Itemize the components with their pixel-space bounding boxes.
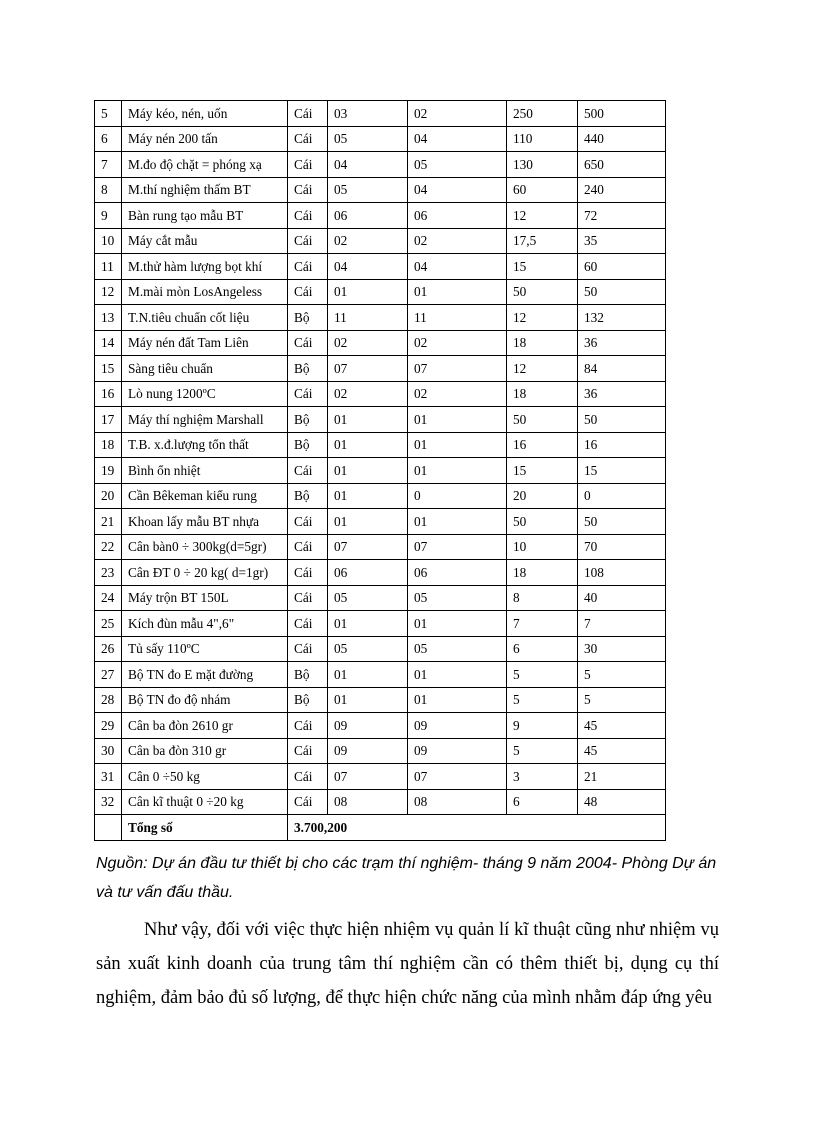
table-cell: Cái — [288, 228, 328, 254]
table-cell: 31 — [95, 764, 122, 790]
table-row — [95, 152, 666, 178]
table-cell: Cái — [288, 254, 328, 280]
table-cell: Bộ — [288, 407, 328, 433]
table-cell: 40 — [578, 585, 666, 611]
table-cell: 01 — [408, 611, 507, 637]
table-cell: 18 — [507, 560, 578, 586]
table-cell: 26 — [95, 636, 122, 662]
table-cell: Cái — [288, 713, 328, 739]
table-cell: 11 — [408, 305, 507, 331]
table-cell: 11 — [328, 305, 408, 331]
table-row — [95, 407, 666, 433]
body-paragraph-text: Như vậy, đối với việc thực hiện nhiệm vụ quản lí kĩ thuật cũng như nhiệm vụ sản xuất kinh doanh của trung tâm thí nghiệm cần có thêm thiết bị, dụng cụ thí nghiệm, đảm bảo đủ số lượng, để thực hiện chức năng của mình nhằm đáp ứng yêu — [96, 920, 719, 1008]
table-cell: 20 — [95, 483, 122, 509]
table-row — [95, 177, 666, 203]
table-cell: 07 — [408, 534, 507, 560]
table-cell: Cái — [288, 279, 328, 305]
table-cell: 132 — [578, 305, 666, 331]
table-cell: Cái — [288, 458, 328, 484]
table-row — [95, 101, 666, 127]
table-cell: Máy cắt mẫu — [122, 228, 288, 254]
table-row — [95, 662, 666, 688]
table-cell: Cái — [288, 611, 328, 637]
table-cell: 45 — [578, 738, 666, 764]
table-cell: 12 — [507, 356, 578, 382]
table-cell: 8 — [507, 585, 578, 611]
table-row — [95, 381, 666, 407]
table-cell: 02 — [408, 381, 507, 407]
table-cell: 5 — [578, 662, 666, 688]
table-cell: 250 — [507, 101, 578, 127]
table-cell: 11 — [95, 254, 122, 280]
table-cell: 7 — [95, 152, 122, 178]
table-cell: 45 — [578, 713, 666, 739]
table-cell: 01 — [328, 432, 408, 458]
table-cell: 01 — [408, 279, 507, 305]
table-cell: 01 — [328, 611, 408, 637]
total-row — [95, 815, 666, 841]
table-cell: 23 — [95, 560, 122, 586]
table-cell: 01 — [408, 662, 507, 688]
table-row — [95, 305, 666, 331]
table-cell: 04 — [408, 126, 507, 152]
table-cell: 5 — [578, 687, 666, 713]
table-cell: 60 — [507, 177, 578, 203]
table-cell: 02 — [328, 381, 408, 407]
table-cell: 9 — [507, 713, 578, 739]
table-cell: 27 — [95, 662, 122, 688]
table-cell: 05 — [328, 126, 408, 152]
table-cell: 04 — [328, 254, 408, 280]
table-cell: 04 — [408, 254, 507, 280]
table-cell: 108 — [578, 560, 666, 586]
table-cell: Bộ — [288, 687, 328, 713]
table-row — [95, 636, 666, 662]
table-cell: 10 — [95, 228, 122, 254]
table-cell: 09 — [408, 713, 507, 739]
table-cell: 05 — [408, 152, 507, 178]
table-cell: 72 — [578, 203, 666, 229]
table-cell: Cân 0 ÷50 kg — [122, 764, 288, 790]
table-cell: Lò nung 1200ºC — [122, 381, 288, 407]
table-cell: 21 — [95, 509, 122, 535]
table-cell: 15 — [95, 356, 122, 382]
table-cell: 8 — [95, 177, 122, 203]
table-cell: 07 — [328, 534, 408, 560]
table-cell: 10 — [507, 534, 578, 560]
table-cell: 18 — [95, 432, 122, 458]
table-cell: Cân kĩ thuật 0 ÷20 kg — [122, 789, 288, 815]
table-cell: 09 — [328, 738, 408, 764]
table-cell: M.thí nghiệm thấm BT — [122, 177, 288, 203]
table-cell: 30 — [578, 636, 666, 662]
table-row — [95, 458, 666, 484]
table-row — [95, 560, 666, 586]
table-cell: 06 — [408, 560, 507, 586]
table-row — [95, 585, 666, 611]
table-row — [95, 483, 666, 509]
table-cell: 50 — [507, 407, 578, 433]
table-cell: 08 — [408, 789, 507, 815]
table-cell: 21 — [578, 764, 666, 790]
table-cell: Cái — [288, 330, 328, 356]
table-cell: M.thử hàm lượng bọt khí — [122, 254, 288, 280]
table-cell: 05 — [328, 636, 408, 662]
table-cell: 12 — [507, 203, 578, 229]
table-cell: 50 — [578, 279, 666, 305]
table-cell: 5 — [507, 738, 578, 764]
table-cell: Bộ TN đo E mặt đường — [122, 662, 288, 688]
table-cell: 25 — [95, 611, 122, 637]
table-cell: 440 — [578, 126, 666, 152]
table-cell: 01 — [328, 407, 408, 433]
table-cell: 07 — [408, 764, 507, 790]
table-cell: 18 — [507, 330, 578, 356]
table-cell: 12 — [95, 279, 122, 305]
source-note: Nguồn: Dự án đầu tư thiết bị cho các trạm thí nghiệm- tháng 9 năm 2004- Phòng Dự án và tư vấn đấu thầu. — [96, 855, 717, 901]
table-row — [95, 534, 666, 560]
table-cell: Cái — [288, 789, 328, 815]
table-cell: Máy trộn BT 150L — [122, 585, 288, 611]
table-cell: 07 — [328, 764, 408, 790]
table-cell: 6 — [95, 126, 122, 152]
table-cell: 01 — [328, 279, 408, 305]
table-cell: 110 — [507, 126, 578, 152]
table-cell: 16 — [95, 381, 122, 407]
table-cell: 50 — [578, 407, 666, 433]
table-cell: Cân ba đòn 310 gr — [122, 738, 288, 764]
table-cell: 17 — [95, 407, 122, 433]
table-cell: 09 — [408, 738, 507, 764]
table-cell: 13 — [95, 305, 122, 331]
table-cell: 01 — [408, 458, 507, 484]
table-cell: Bộ — [288, 356, 328, 382]
table-cell: Bộ — [288, 432, 328, 458]
table-cell: 16 — [578, 432, 666, 458]
table-cell: T.N.tiêu chuẩn cốt liệu — [122, 305, 288, 331]
table-cell: 35 — [578, 228, 666, 254]
table-row — [95, 713, 666, 739]
table-cell: Máy thí nghiệm Marshall — [122, 407, 288, 433]
table-cell: 48 — [578, 789, 666, 815]
table-cell: 50 — [578, 509, 666, 535]
table-cell: 01 — [328, 458, 408, 484]
table-row — [95, 789, 666, 815]
table-cell: 05 — [328, 585, 408, 611]
table-row — [95, 203, 666, 229]
table-cell: Máy nén đất Tam Liên — [122, 330, 288, 356]
table-cell: 18 — [507, 381, 578, 407]
table-cell: Khoan lấy mẫu BT nhựa — [122, 509, 288, 535]
table-cell: 22 — [95, 534, 122, 560]
table-cell: 15 — [507, 254, 578, 280]
table-cell: 0 — [578, 483, 666, 509]
table-cell: 60 — [578, 254, 666, 280]
table-cell: Sàng tiêu chuẩn — [122, 356, 288, 382]
table-cell: Kích đùn mẫu 4",6" — [122, 611, 288, 637]
table-cell: 30 — [95, 738, 122, 764]
table-cell: Bộ — [288, 662, 328, 688]
table-row — [95, 279, 666, 305]
table-cell: Cái — [288, 560, 328, 586]
table-cell: 50 — [507, 509, 578, 535]
table-cell: Máy kéo, nén, uốn — [122, 101, 288, 127]
table-cell: 14 — [95, 330, 122, 356]
table-cell: 3 — [507, 764, 578, 790]
table-cell: 24 — [95, 585, 122, 611]
table-cell: 650 — [578, 152, 666, 178]
table-cell: 50 — [507, 279, 578, 305]
table-cell: 36 — [578, 381, 666, 407]
table-cell: 6 — [507, 636, 578, 662]
table-cell: Cái — [288, 381, 328, 407]
table-cell: 5 — [507, 662, 578, 688]
table-cell: Cái — [288, 509, 328, 535]
table-cell: 240 — [578, 177, 666, 203]
total-label: Tổng số — [122, 815, 288, 841]
table-cell: 05 — [328, 177, 408, 203]
table-cell: Cái — [288, 152, 328, 178]
table-cell: M.mài mòn LosAngeless — [122, 279, 288, 305]
table-cell: 0 — [408, 483, 507, 509]
table-cell: 7 — [578, 611, 666, 637]
table-cell: Bình ổn nhiệt — [122, 458, 288, 484]
table-row — [95, 432, 666, 458]
table-cell: 03 — [328, 101, 408, 127]
table-cell: 01 — [328, 687, 408, 713]
total-empty-cell — [95, 815, 122, 841]
table-row — [95, 228, 666, 254]
table-cell: 07 — [328, 356, 408, 382]
table-cell: 05 — [408, 585, 507, 611]
table-cell: 04 — [328, 152, 408, 178]
table-cell: 08 — [328, 789, 408, 815]
table-cell: 29 — [95, 713, 122, 739]
table-cell: Cái — [288, 636, 328, 662]
table-row — [95, 611, 666, 637]
table-cell: Cái — [288, 534, 328, 560]
table-cell: 02 — [408, 228, 507, 254]
table-row — [95, 356, 666, 382]
body-paragraph — [96, 913, 719, 1015]
table-cell: 09 — [328, 713, 408, 739]
table-cell: T.B. x.đ.lượng tổn thất — [122, 432, 288, 458]
table-cell: Cái — [288, 738, 328, 764]
table-cell: 06 — [408, 203, 507, 229]
table-row — [95, 509, 666, 535]
table-cell: Cái — [288, 764, 328, 790]
table-cell: Cần Bêkeman kiểu rung — [122, 483, 288, 509]
table-cell: 28 — [95, 687, 122, 713]
table-cell: 01 — [408, 509, 507, 535]
total-value: 3.700,200 — [288, 815, 666, 841]
table-cell: 5 — [95, 101, 122, 127]
table-cell: 84 — [578, 356, 666, 382]
table-row — [95, 330, 666, 356]
table-cell: 70 — [578, 534, 666, 560]
table-cell: 19 — [95, 458, 122, 484]
table-cell: 32 — [95, 789, 122, 815]
table-cell: 07 — [408, 356, 507, 382]
table-row — [95, 254, 666, 280]
table-cell: 6 — [507, 789, 578, 815]
table-cell: 36 — [578, 330, 666, 356]
equipment-table — [94, 100, 666, 841]
table-cell: 01 — [328, 662, 408, 688]
table-cell: 16 — [507, 432, 578, 458]
table-row — [95, 126, 666, 152]
table-row — [95, 764, 666, 790]
table-cell: 01 — [408, 687, 507, 713]
table-cell: 02 — [328, 228, 408, 254]
table-cell: 01 — [408, 407, 507, 433]
table-cell: 20 — [507, 483, 578, 509]
table-cell: 01 — [328, 483, 408, 509]
table-cell: 05 — [408, 636, 507, 662]
table-cell: 02 — [328, 330, 408, 356]
table-cell: Cái — [288, 203, 328, 229]
table-cell: Cân bàn0 ÷ 300kg(d=5gr) — [122, 534, 288, 560]
table-cell: 02 — [408, 330, 507, 356]
table-cell: Tủ sấy 110ºC — [122, 636, 288, 662]
table-cell: Cái — [288, 101, 328, 127]
table-cell: 02 — [408, 101, 507, 127]
table-cell: M.đo độ chặt = phóng xạ — [122, 152, 288, 178]
table-cell: 7 — [507, 611, 578, 637]
table-cell: 15 — [507, 458, 578, 484]
table-cell: Cái — [288, 585, 328, 611]
table-cell: 04 — [408, 177, 507, 203]
table-row — [95, 738, 666, 764]
table-cell: 5 — [507, 687, 578, 713]
table-cell: 12 — [507, 305, 578, 331]
table-cell: 01 — [408, 432, 507, 458]
table-cell: Cân ba đòn 2610 gr — [122, 713, 288, 739]
table-cell: 06 — [328, 560, 408, 586]
table-cell: Máy nén 200 tấn — [122, 126, 288, 152]
table-cell: 01 — [328, 509, 408, 535]
table-cell: Cân ĐT 0 ÷ 20 kg( d=1gr) — [122, 560, 288, 586]
table-cell: Cái — [288, 177, 328, 203]
table-row — [95, 687, 666, 713]
table-cell: Bộ TN đo độ nhám — [122, 687, 288, 713]
table-cell: Bộ — [288, 483, 328, 509]
table-cell: 06 — [328, 203, 408, 229]
table-cell: Bộ — [288, 305, 328, 331]
table-cell: 9 — [95, 203, 122, 229]
table-cell: 15 — [578, 458, 666, 484]
table-cell: Bàn rung tạo mẫu BT — [122, 203, 288, 229]
table-cell: 130 — [507, 152, 578, 178]
table-cell: Cái — [288, 126, 328, 152]
equipment-table-body — [95, 101, 666, 841]
table-cell: 17,5 — [507, 228, 578, 254]
table-cell: 500 — [578, 101, 666, 127]
